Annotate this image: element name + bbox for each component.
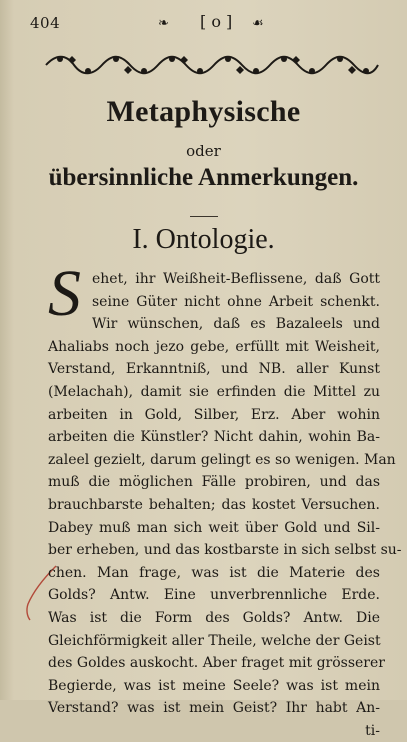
text-line: Was ist die Form des Golds? Antw. Die xyxy=(48,609,380,626)
ornamental-band-icon xyxy=(44,52,380,78)
text-line: arbeiten in Gold, Silber, Erz. Aber wohin xyxy=(48,406,380,423)
text-line: arbeiten die Künstler? Nicht dahin, wohin Ba- xyxy=(48,429,380,446)
text-line: ber erheben, und das kostbarste in sich selbst su- xyxy=(48,542,402,559)
section-heading: I. Ontologie. xyxy=(132,224,275,255)
catchword: ti- xyxy=(365,722,380,739)
text-line: muß die möglichen Fälle probiren, und das xyxy=(48,474,380,491)
text-line: seine Güter nicht ohne Arbeit schenkt. xyxy=(92,293,380,310)
drop-capital: S xyxy=(48,257,81,330)
text-line: Golds? Antw. Eine unverbrennliche Erde. xyxy=(48,587,380,604)
text-line: Gleichförmigkeit aller Theile, welche der Geist xyxy=(48,632,381,649)
divider-rule xyxy=(190,216,218,217)
body-text xyxy=(48,257,402,742)
fleuron-right-icon: ☙ xyxy=(252,16,264,31)
text-line: chen. Man frage, was ist die Materie des xyxy=(48,564,380,581)
page-header xyxy=(0,12,407,34)
text-line: (Melachah), damit sie erfinden die Mittel zu xyxy=(48,383,380,400)
text-line: Dabey muß man sich weit über Gold und Sil- xyxy=(48,519,380,536)
text-line: des Goldes auskocht. Aber fraget mit grösserer xyxy=(48,655,385,672)
text-line: Verstand? was ist mein Geist? Ihr habt An- xyxy=(48,700,380,717)
text-line: brauchbarste behalten; das kostet Versuchen. xyxy=(48,496,380,513)
signature-mark: [ o ] xyxy=(200,12,233,31)
text-line: zaleel gezielt, darum gelingt es so wenigen. Man xyxy=(48,451,396,468)
fleuron-left-icon: ❧ xyxy=(158,16,169,31)
text-line: ehet, ihr Weißheit-Beflissene, daß Gott xyxy=(92,271,380,287)
text-line: Verstand, Erkanntniß, und NB. aller Kunst xyxy=(48,361,380,378)
title-line-2: übersinnliche Anmerkungen. xyxy=(48,164,359,191)
text-line: Begierde, was ist meine Seele? was ist mein xyxy=(48,677,380,694)
text-line: Ahaliabs noch jezo gebe, erfüllt mit Weisheit, xyxy=(48,338,380,355)
text-line: Wir wünschen, daß es Bazaleels und xyxy=(92,316,380,333)
title-connector: oder xyxy=(186,142,221,160)
title-line-1: Metaphysische xyxy=(106,95,301,128)
page-number: 404 xyxy=(30,14,61,32)
